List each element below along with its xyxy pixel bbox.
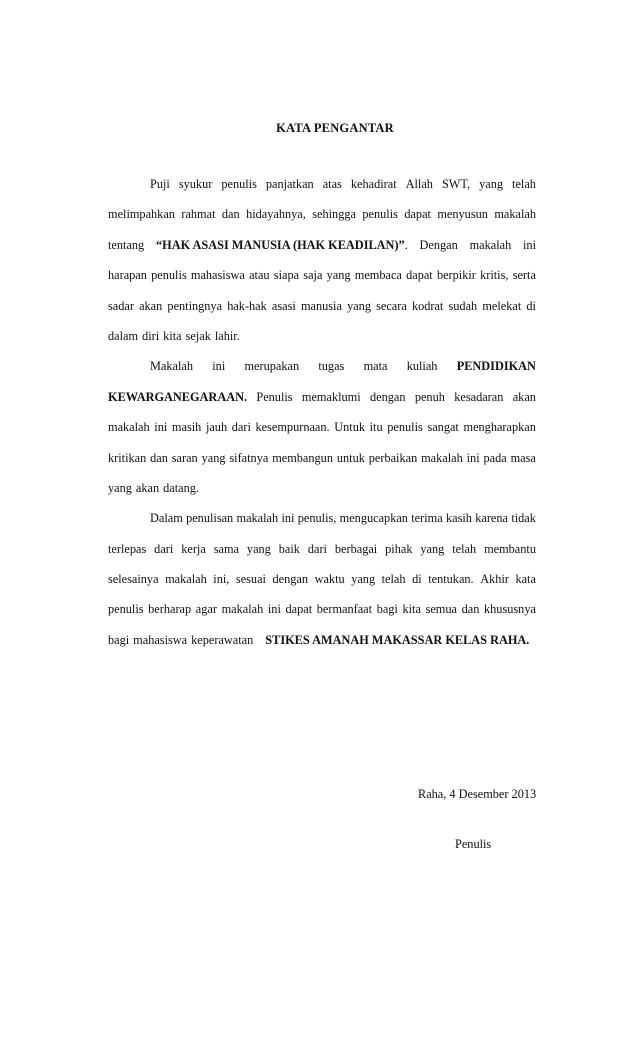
- word: dengan: [272, 572, 309, 587]
- word: yang: [201, 450, 226, 465]
- word: berharap: [148, 602, 192, 617]
- word: penulis,: [297, 511, 337, 526]
- word: serta: [512, 268, 536, 283]
- word: untuk: [336, 450, 365, 465]
- word: mahasiswa: [133, 632, 188, 647]
- word: masih: [171, 420, 202, 435]
- word: yang: [246, 541, 271, 556]
- word: kata: [515, 572, 536, 587]
- text-line: [108, 199, 536, 229]
- text-line: [108, 230, 536, 260]
- word: dapat: [404, 207, 431, 222]
- word: yang: [479, 177, 504, 191]
- word: yang: [347, 298, 371, 313]
- word: yang: [420, 541, 445, 556]
- word: kesempurnaan.: [255, 420, 330, 435]
- word: di: [526, 298, 536, 313]
- word: dapat: [285, 602, 313, 617]
- word: dan: [150, 450, 168, 465]
- word: mengharapkan: [463, 420, 536, 435]
- word: baik: [278, 541, 300, 556]
- word: dari: [307, 541, 327, 556]
- word: melekat: [482, 298, 522, 313]
- word: kita: [163, 328, 182, 343]
- word: penulis: [151, 268, 187, 283]
- word: atas: [322, 177, 342, 191]
- text-line: [108, 443, 536, 473]
- word: makalah: [108, 420, 150, 435]
- word: melimpahkan: [108, 207, 175, 222]
- word: kerja: [181, 541, 206, 556]
- word: merupakan: [244, 359, 300, 374]
- word: menyusun: [437, 207, 488, 222]
- word: Untuk: [334, 420, 365, 435]
- word: telah: [452, 541, 477, 556]
- word: hak-hak: [227, 298, 267, 313]
- word: rahmat: [181, 207, 216, 222]
- word: makalah: [421, 450, 463, 465]
- word: terlepas: [108, 541, 147, 556]
- word: makalah: [165, 572, 207, 587]
- word: khususnya: [484, 602, 536, 617]
- text-line: [108, 321, 536, 351]
- word: penulis: [387, 420, 423, 435]
- word: dapat: [406, 268, 433, 283]
- word: mata: [363, 359, 388, 374]
- phrase: [156, 230, 408, 260]
- word: Akhir: [480, 572, 509, 587]
- word: kesadaran: [454, 389, 504, 404]
- word: dan: [461, 602, 480, 617]
- word: sejak: [185, 328, 211, 343]
- word: dari: [154, 541, 174, 556]
- word: penulisan: [186, 511, 234, 526]
- word: Makalah: [150, 359, 194, 374]
- place-date: Raha, 4 Desember 2013: [418, 787, 537, 801]
- word: kritis,: [480, 268, 509, 283]
- word: waktu: [314, 572, 345, 587]
- word: berbagai: [334, 541, 378, 556]
- word: sehingga: [312, 207, 356, 222]
- word: terima: [411, 511, 443, 526]
- word: ini: [267, 602, 281, 617]
- signature-label: Penulis: [455, 837, 492, 851]
- page-title: KATA PENGANTAR: [276, 121, 394, 135]
- word: SWT,: [441, 177, 471, 191]
- word: datang.: [163, 480, 199, 495]
- word: dari: [231, 420, 251, 435]
- word: makalah: [236, 511, 279, 526]
- word: penuh: [414, 389, 445, 404]
- text-line: [108, 594, 536, 624]
- word: Allah: [405, 177, 433, 191]
- word: ini: [154, 420, 168, 435]
- word: masa: [510, 450, 536, 465]
- word: penulis: [221, 177, 257, 191]
- text-line: [108, 534, 536, 564]
- word: akan: [135, 480, 160, 495]
- word: sudah: [448, 298, 478, 313]
- word: yang: [108, 480, 132, 495]
- word: saran: [171, 450, 198, 465]
- word: yang: [326, 268, 351, 283]
- word: makalah: [469, 237, 512, 252]
- word: Dengan: [419, 237, 458, 252]
- word: itu: [369, 420, 383, 435]
- word: Puji: [150, 177, 170, 191]
- institution-name: STIKES AMANAH MAKASSAR KELAS RAHA.: [265, 632, 530, 647]
- word: secara: [376, 298, 407, 313]
- word: kodrat: [411, 298, 444, 313]
- word: sifatnya: [229, 450, 269, 465]
- word: dan: [221, 207, 240, 222]
- word: sesuai: [235, 572, 266, 587]
- text-line: [108, 291, 536, 321]
- word: bagi: [108, 632, 130, 647]
- word: kita: [402, 602, 421, 617]
- word: semua: [425, 602, 457, 617]
- text-line: [108, 625, 536, 655]
- word: agar: [195, 602, 217, 617]
- word: pada: [483, 450, 507, 465]
- word: sadar: [108, 298, 134, 313]
- word: manusia: [300, 298, 342, 313]
- word: Penulis: [256, 389, 293, 404]
- punctuation: .: [404, 237, 408, 252]
- word: mengucapkan: [339, 511, 408, 526]
- word: saja: [303, 268, 323, 283]
- word: tidak: [511, 511, 536, 526]
- word: Dalam: [150, 511, 183, 526]
- word: ini: [523, 237, 536, 252]
- text-line: [108, 351, 536, 381]
- word: hidayahnya,: [246, 207, 306, 222]
- word: dengan: [369, 389, 406, 404]
- text-line: [108, 260, 536, 290]
- word: membantu: [484, 541, 536, 556]
- word: diri: [142, 328, 160, 343]
- word: tugas: [318, 359, 345, 374]
- word: pihak: [385, 541, 413, 556]
- course-name: KEWARGANEGARAAN.: [108, 389, 248, 404]
- word: makalah: [494, 207, 536, 222]
- word: akan: [512, 389, 536, 404]
- word: penulis: [108, 602, 144, 617]
- word: di: [412, 572, 422, 587]
- word: sangat: [427, 420, 459, 435]
- word: ini: [466, 450, 480, 465]
- course-name: PENDIDIKAN: [456, 359, 536, 374]
- word: perbaikan: [368, 450, 418, 465]
- word: dalam: [108, 328, 139, 343]
- word: tentang: [108, 237, 145, 252]
- word: sama: [213, 541, 239, 556]
- word: yang: [351, 572, 376, 587]
- word: atau: [249, 268, 270, 283]
- word: karena: [475, 511, 509, 526]
- paper-topic: “HAK ASASI MANUSIA (HAK KEADILAN)”: [155, 237, 405, 252]
- word: bagi: [376, 602, 398, 617]
- word: penulis: [362, 207, 398, 222]
- body-text: [108, 169, 536, 655]
- word: membangun: [272, 450, 333, 465]
- word: ini,: [213, 572, 230, 587]
- word: telah: [512, 177, 536, 191]
- word: pentingnya: [167, 298, 223, 313]
- word: lahir.: [214, 328, 240, 343]
- text-line: [108, 564, 536, 594]
- word: mahasiswa: [190, 268, 245, 283]
- text-line: [108, 382, 536, 412]
- word: selesainya: [108, 572, 159, 587]
- word: bermanfaat: [316, 602, 373, 617]
- text-line: [108, 503, 536, 533]
- word: makalah: [221, 602, 264, 617]
- word: asasi: [271, 298, 296, 313]
- word: kritikan: [108, 450, 147, 465]
- word: kasih: [445, 511, 472, 526]
- word: ini: [281, 511, 295, 526]
- word: berpikir: [436, 268, 476, 283]
- word: jauh: [205, 420, 228, 435]
- word: membaca: [354, 268, 402, 283]
- word: kehadirat: [350, 177, 397, 191]
- word: telah: [381, 572, 406, 587]
- word: kuliah: [406, 359, 438, 374]
- word: ini: [212, 359, 226, 374]
- text-line: [108, 473, 536, 503]
- text-line: [108, 169, 536, 199]
- word: harapan: [108, 268, 147, 283]
- word: siapa: [273, 268, 300, 283]
- word: panjatkan: [265, 177, 314, 191]
- word: syukur: [178, 177, 213, 191]
- text-line: [108, 412, 536, 442]
- word: memaklumi: [301, 389, 361, 404]
- word: akan: [139, 298, 163, 313]
- word: keperawatan: [191, 632, 254, 647]
- word: tentukan.: [428, 572, 474, 587]
